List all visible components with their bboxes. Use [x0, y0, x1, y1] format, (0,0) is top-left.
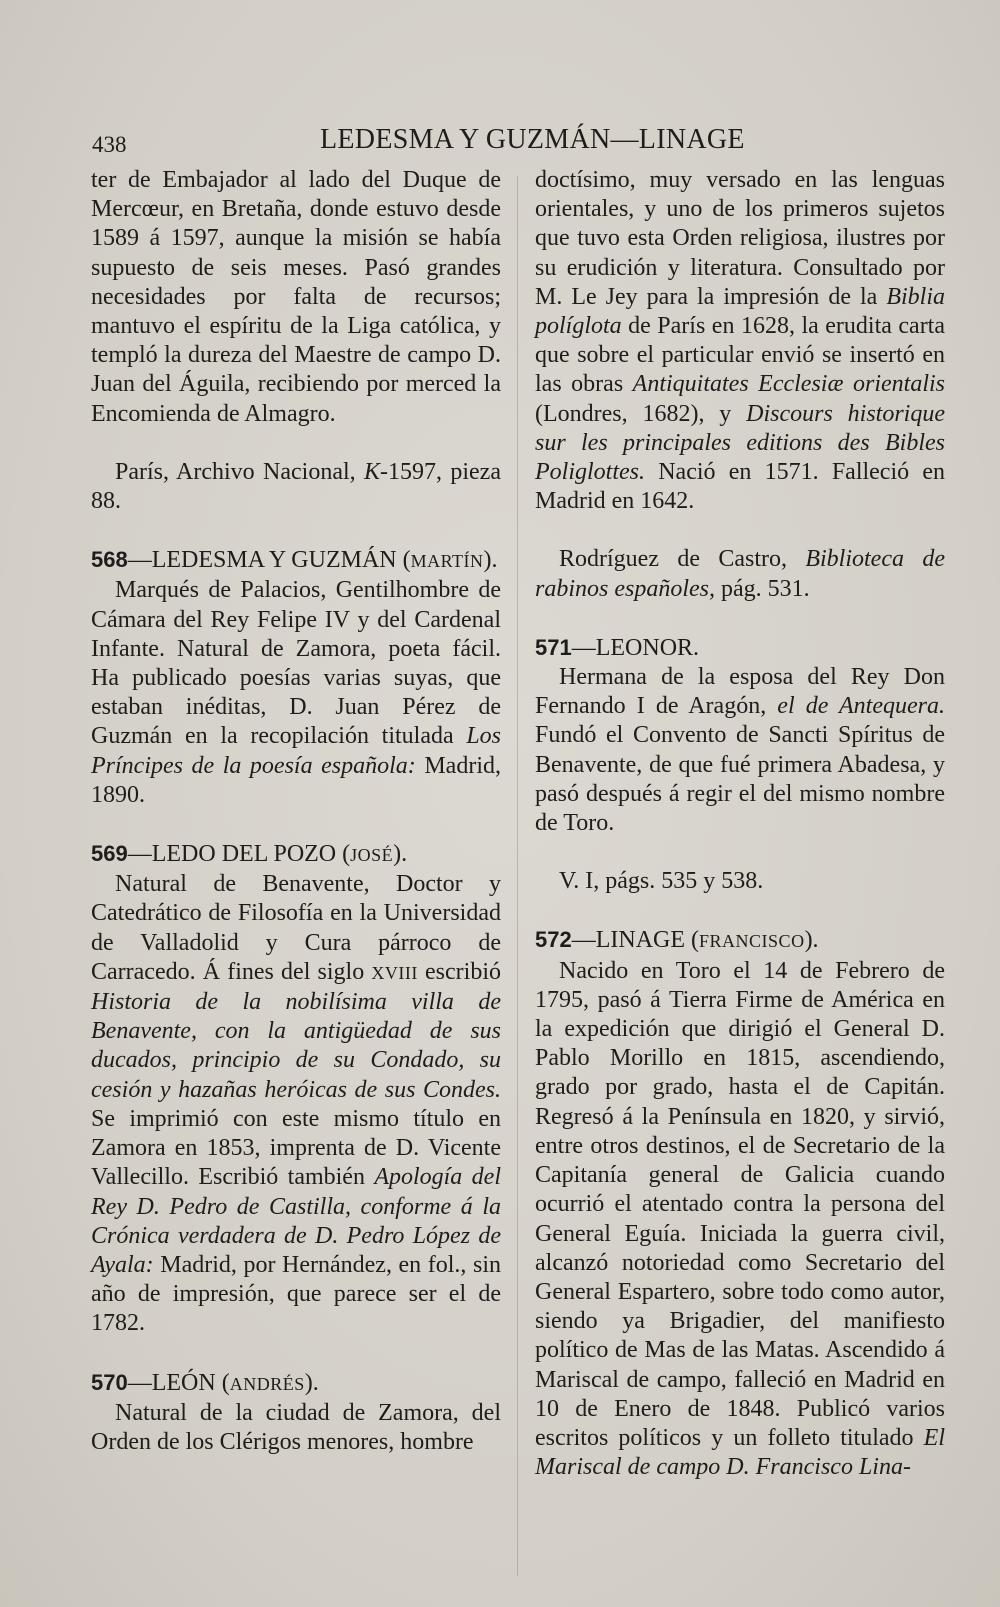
source-citation: París, Archivo Nacional, K-1597, pieza 88.	[91, 458, 501, 515]
entry-heading-569: 569—LEDO DEL POZO (JOSÉ).	[91, 841, 408, 868]
continued-paragraph: ter de Embajador al lado del Duque de Mercœur, en Bretaña, donde estuvo desde 1589 á 1597, aunque la misión se había supuesto de seis meses. Pasó grandes necesidades por falta de recursos; mantuvo el espíritu de la Liga católica, y templó la dureza del Maestre de campo D. Juan del Águila, recibiendo por merced la Encomienda de Almagro.	[91, 167, 501, 427]
entry-heading-570: 570—LEÓN (ANDRÉS).	[91, 1369, 319, 1396]
entry-text-571: Hermana de la esposa del Rey Don Fernando I de Aragón, el de Antequera. Fundó el Convento de Sancti Spíritus de Benavente, de que fué primera Abadesa, y pasó después á regir el del mismo nombre de Toro.	[535, 664, 945, 837]
entry-heading-571: 571—LEONOR.	[535, 634, 700, 661]
entry-text-570: Natural de la ciudad de Zamora, del Orden de los Clérigos menores, hombre	[91, 1399, 501, 1455]
page-number: 438	[92, 132, 127, 157]
spacer	[91, 429, 501, 458]
spacer	[91, 810, 501, 839]
entry-text-569: Natural de Benavente, Doctor y Catedrático de Filosofía en la Universidad de Valladolid y Cura párroco de Carracedo. Á fines del siglo XVIII escribió Historia de la nobilísima villa de Benavente, con la antigüedad de sus ducados, principio de su Condado, su cesión y hazañas heróicas de sus Condes. Se imprimió con este mismo título en Zamora en 1853, imprenta de D. Vicente Vallecillo. Escribió también Apología del Rey D. Pedro de Castilla, conforme á la Crónica verdadera de D. Pedro López de Ayala: Madrid, por Hernández, en fol., sin año de impresión, que parece ser el de 1782.	[91, 871, 501, 1337]
spacer	[91, 1339, 501, 1368]
continued-paragraph-570: doctísimo, muy versado en las lenguas orientales, y uno de los primeros sujetos que tuvo esta Orden religiosa, ilustres por su erudición y literatura. Consultado por M. Le Jey para la impresión de la Biblia políglota de París en 1628, la erudita carta que sobre el particular envió se insertó en las obras Antiquitates Ecclesiæ orientalis (Londres, 1682), y Discours historique sur les principales editions des Bibles Poliglottes. Nació en 1571. Falleció en Madrid en 1642.	[535, 167, 945, 515]
entry-text-572: Nacido en Toro el 14 de Febrero de 1795, pasó á Tierra Firme de América en la expedición que dirigió el General D. Pablo Morillo en 1815, ascendiendo, grado por grado, hasta el de Capitán. Regresó á la Península en 1820, y sirvió, entre otros destinos, el de Secretario de la Capitanía general de Galicia cuando ocurrió el atentado contra la persona del General Eguía. Iniciada la guerra civil, alcanzó notoriedad como Secretario del General Espartero, sobre todo como autor, siendo ya Brigadier, del manifiesto político de Mas de las Matas. Ascendido á Mariscal de campo, falleció en Madrid en 10 de Enero de 1848. Publicó varios escritos políticos y un folleto titulado El Mariscal de campo D. Francisco Lina-	[535, 957, 945, 1481]
entry-text-568: Marqués de Palacios, Gentilhombre de Cámara del Rey Felipe IV y del Cardenal Infante. Natural de Zamora, poeta fácil. Ha publicado poesías varias suyas, que estaban inéditas, D. Juan Pérez de Guzmán en la recopilación titulada Los Príncipes de la poesía española: Madrid, 1890.	[91, 577, 501, 808]
entry-heading-572: 572—LINAGE (FRANCISCO).	[535, 927, 819, 954]
spacer	[535, 604, 945, 633]
page-header	[92, 124, 745, 160]
entry-heading-568: 568—LEDESMA Y GUZMÁN (MARTÍN).	[91, 547, 498, 574]
spacer	[535, 516, 945, 545]
source-citation-571: V. I, págs. 535 y 538.	[559, 868, 764, 895]
running-head: LEDESMA Y GUZMÁN—LINAGE	[320, 124, 745, 155]
spacer	[91, 516, 501, 545]
column-divider	[517, 176, 518, 1576]
left-column	[91, 166, 501, 1457]
spacer	[535, 838, 945, 867]
spacer	[535, 896, 945, 925]
source-citation-570: Rodríguez de Castro, Biblioteca de rabinos españoles, pág. 531.	[535, 546, 945, 602]
right-column	[535, 166, 945, 1482]
